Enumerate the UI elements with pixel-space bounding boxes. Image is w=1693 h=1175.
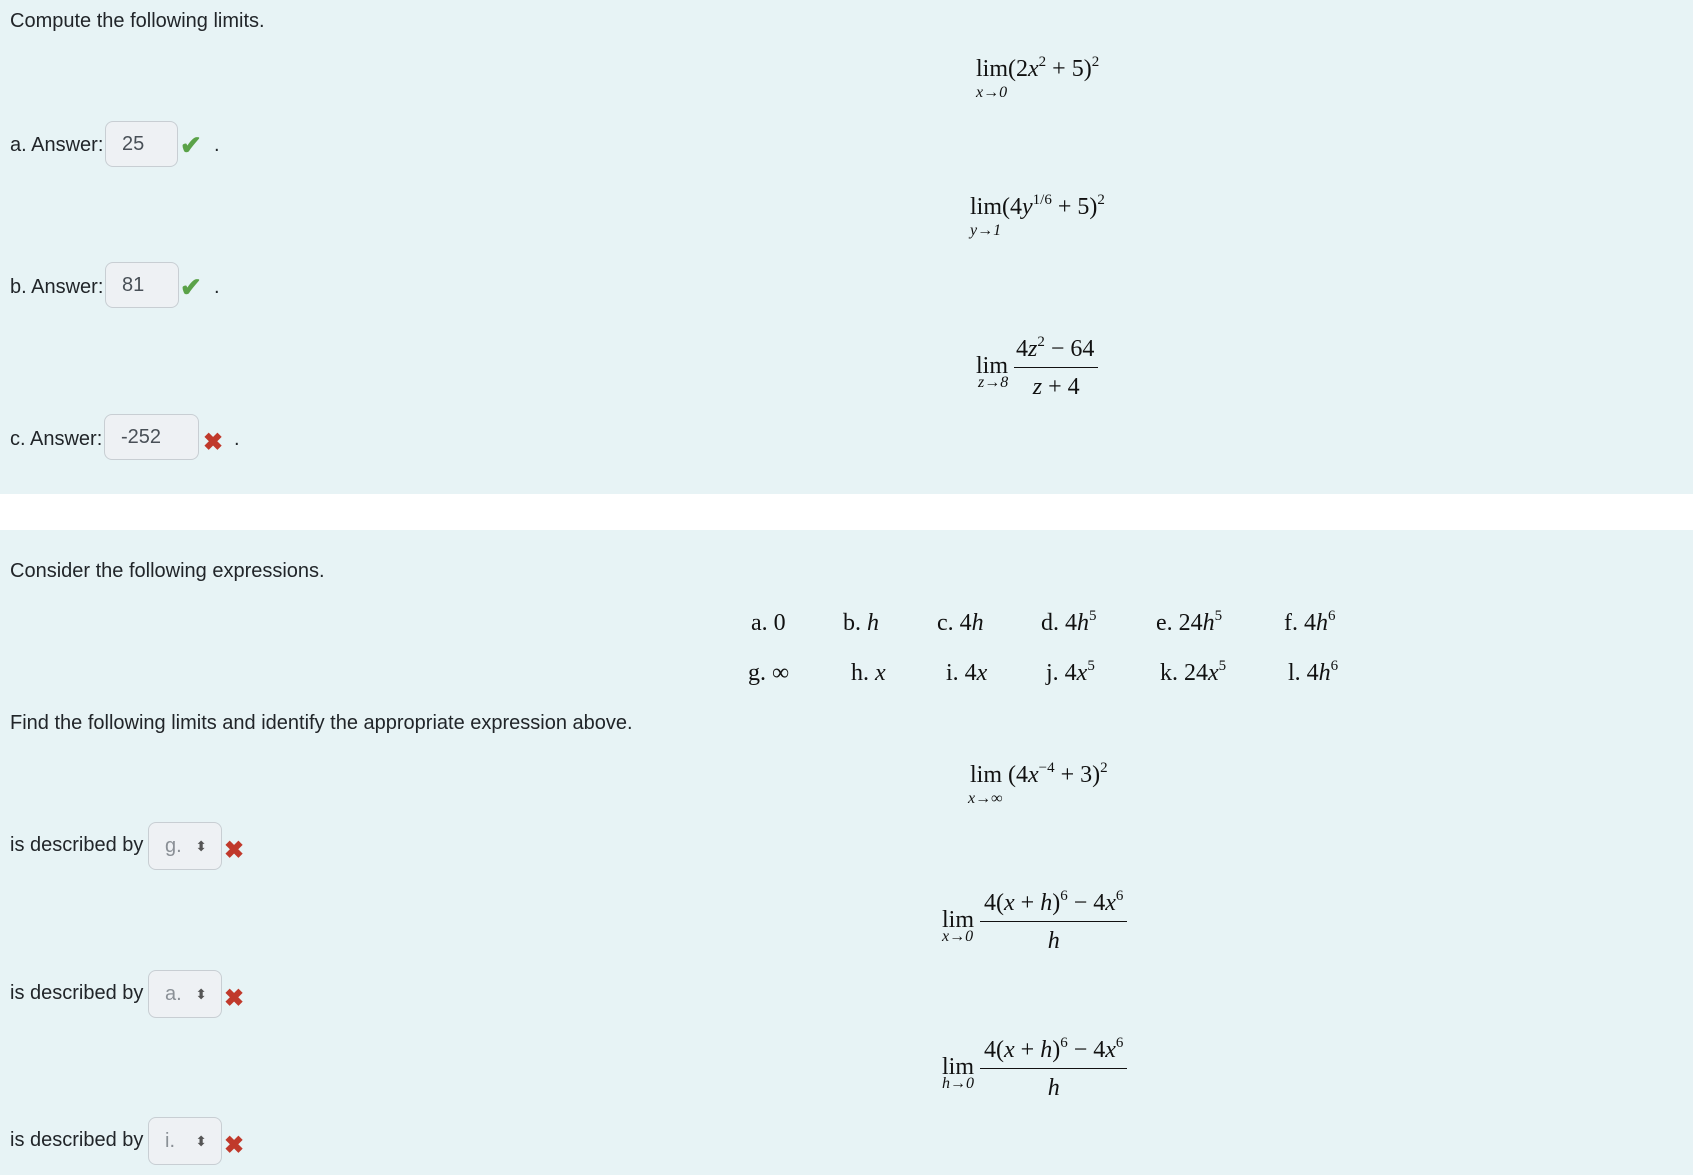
- choice-i: i. 4x: [946, 660, 988, 686]
- updown-chevron-icon: ⬍: [195, 986, 207, 1002]
- choice-h: h. x: [851, 660, 886, 686]
- selected-value: a.: [165, 983, 182, 1005]
- cross-icon: ✖: [224, 985, 245, 1012]
- part-3-label: is described by: [10, 1129, 144, 1151]
- choice-l: l. $4h^6$: [1288, 658, 1339, 686]
- part-2-label: is described by: [10, 982, 144, 1004]
- answer-select-3[interactable]: [148, 1117, 222, 1165]
- part-b-label: b. Answer:: [10, 276, 104, 298]
- trailing-dot: .: [214, 276, 220, 298]
- updown-chevron-icon: ⬍: [195, 1133, 207, 1149]
- limit-subscript: x→0: [976, 84, 1008, 101]
- question-2-prompt: Consider the following expressions.: [10, 560, 325, 582]
- choice-j: j. $4x^5$: [1046, 658, 1095, 686]
- selected-value: g.: [165, 835, 182, 857]
- trailing-dot: .: [234, 428, 240, 450]
- lim-operator: lim: [942, 907, 975, 933]
- limit-3: lim $\frac{4(x + h)^6 - 4x^6}{h}$ h→0: [942, 1037, 1127, 1102]
- choice-e: e. $24h^5$: [1156, 608, 1223, 636]
- lim-operator: lim: [976, 56, 1009, 82]
- lim-operator: lim: [970, 194, 1003, 220]
- cross-icon: ✖: [203, 429, 224, 456]
- limit-subscript: h→0: [942, 1075, 974, 1092]
- lim-operator: lim: [942, 1054, 975, 1080]
- limit-b: $\lim(4y^{1/6} + 5)^2$ y→1: [970, 192, 1105, 239]
- check-icon: ✔: [180, 272, 202, 302]
- part-a-label: a. Answer:: [10, 134, 104, 156]
- answer-c-input[interactable]: -252: [104, 414, 199, 460]
- limit-subscript: x→0: [942, 928, 974, 945]
- answer-a-input[interactable]: 25: [105, 121, 178, 167]
- choice-k: k. $24x^5$: [1160, 658, 1227, 686]
- cross-icon: ✖: [224, 837, 245, 864]
- part-c-label: c. Answer:: [10, 428, 103, 450]
- choice-c: c. 4h: [937, 610, 984, 636]
- question-2-instruction: Find the following limits and identify the appropriate expression above.: [10, 712, 633, 734]
- limit-subscript: y→1: [970, 222, 1002, 239]
- choice-g: g. ∞: [748, 660, 790, 686]
- cross-icon: ✖: [224, 1132, 245, 1159]
- trailing-dot: .: [214, 134, 220, 156]
- limit-subscript: x→∞: [968, 790, 1003, 807]
- limit-subscript: z→8: [978, 374, 1009, 391]
- answer-select-2[interactable]: [148, 970, 222, 1018]
- limit-1: $\lim (4x^{-4} + 3)^2$ x→∞: [968, 760, 1108, 807]
- choice-b: b. h: [843, 610, 879, 636]
- lim-operator: lim: [970, 762, 1003, 788]
- question-1-panel: [0, 0, 1693, 494]
- question-2-panel: [0, 530, 1693, 1175]
- limit-c: lim $\frac{4z^2 - 64}{z + 4}$ z→8: [976, 336, 1098, 401]
- limit-2: lim $\frac{4(x + h)^6 - 4x^6}{h}$ x→0: [942, 890, 1127, 955]
- answer-select-1[interactable]: [148, 822, 222, 870]
- choice-a: a. 0: [751, 610, 786, 636]
- choice-d: d. $4h^5$: [1041, 608, 1097, 636]
- updown-chevron-icon: ⬍: [195, 838, 207, 854]
- question-1-prompt: Compute the following limits.: [10, 10, 265, 32]
- check-icon: ✔: [180, 130, 202, 160]
- selected-value: i.: [165, 1130, 175, 1152]
- part-1-label: is described by: [10, 834, 144, 856]
- lim-operator: lim: [976, 353, 1009, 379]
- answer-b-input[interactable]: 81: [105, 262, 179, 308]
- choice-f: f. $4h^6$: [1284, 608, 1336, 636]
- limit-a: $\lim(2x^2 + 5)^2$ x→0: [976, 54, 1100, 101]
